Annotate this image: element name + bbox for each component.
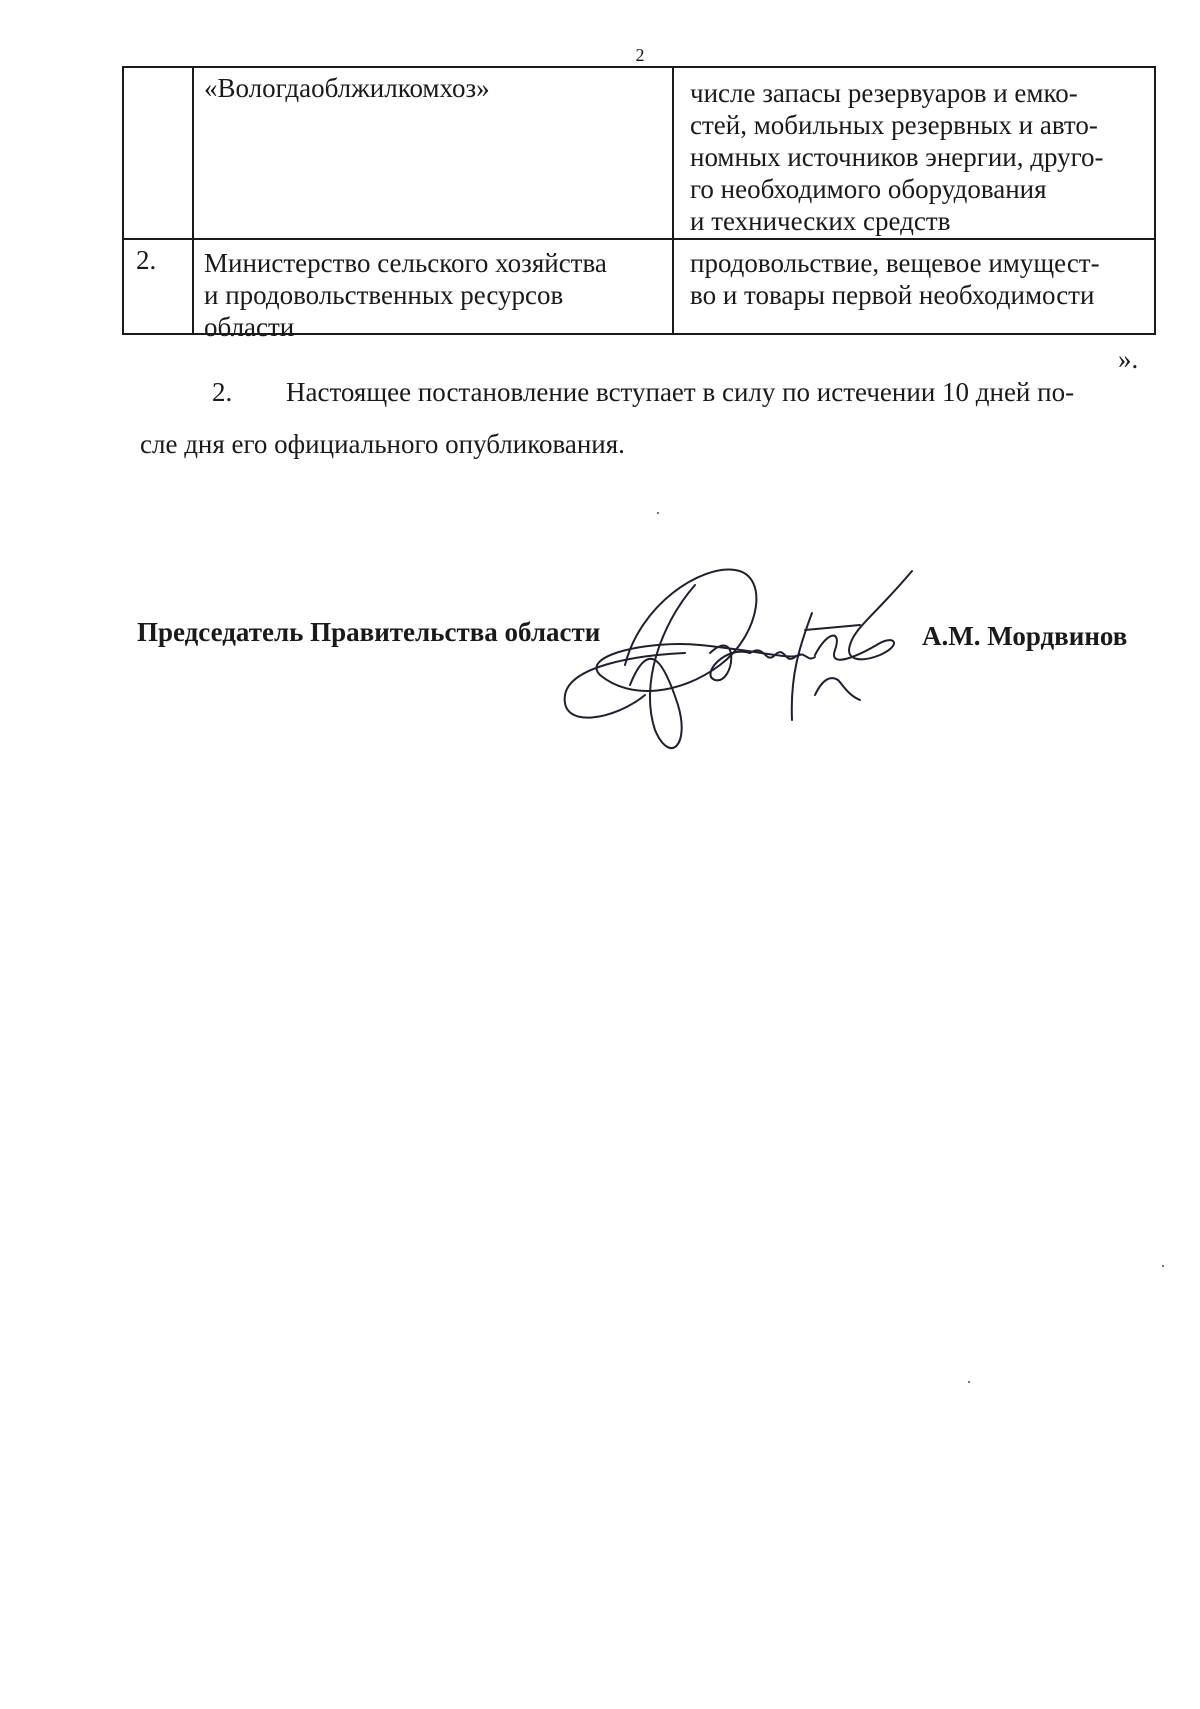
table-row [204, 72, 490, 104]
table-column-divider-2 [672, 66, 674, 335]
table-border-top [122, 66, 1156, 68]
clause-line-1: Настоящее постановление вступает в силу по истечении 10 дней по- [286, 377, 1075, 407]
resources-cell [690, 77, 1104, 237]
handwritten-signature [560, 545, 960, 785]
resources-line: го необходимого оборудования [690, 174, 1047, 204]
closing-quote: ». [1118, 344, 1139, 374]
scan-speck [968, 1381, 970, 1383]
clause-line-2: сле дня его официального опубликования. [140, 429, 625, 459]
table-border-right [1154, 66, 1156, 335]
table-column-divider-1 [192, 66, 194, 335]
organization-cell [204, 247, 607, 343]
organization-line: Министерство сельского хозяйства [204, 248, 607, 278]
table-row-divider [122, 238, 1156, 240]
resources-line: продовольствие, вещевое имущест- [690, 248, 1100, 278]
position-title: Председатель Правительства области [137, 617, 601, 647]
page-number: 2 [635, 45, 645, 65]
resources-line: стей, мобильных резервных и авто- [690, 110, 1098, 140]
resources-line: номных источников энергии, друго- [690, 142, 1104, 172]
signatory-name: А.М. Мордвинов [922, 621, 1128, 651]
resources-line: и технических средств [690, 206, 951, 236]
resources-cell [690, 247, 1100, 311]
resources-line: числе запасы резервуаров и емко- [690, 78, 1078, 108]
organization-line: «Вологдаоблжилкомхоз» [204, 73, 490, 103]
row-number: 2. [136, 245, 157, 275]
scan-speck [657, 512, 659, 514]
resources-table [122, 66, 1156, 342]
organization-line: области [204, 312, 295, 342]
table-border-left [122, 66, 124, 335]
scan-speck [1162, 1265, 1164, 1267]
organization-line: и продовольственных ресурсов [204, 280, 564, 310]
resources-line: во и товары первой необходимости [690, 280, 1095, 310]
clause-number: 2. [212, 377, 233, 407]
